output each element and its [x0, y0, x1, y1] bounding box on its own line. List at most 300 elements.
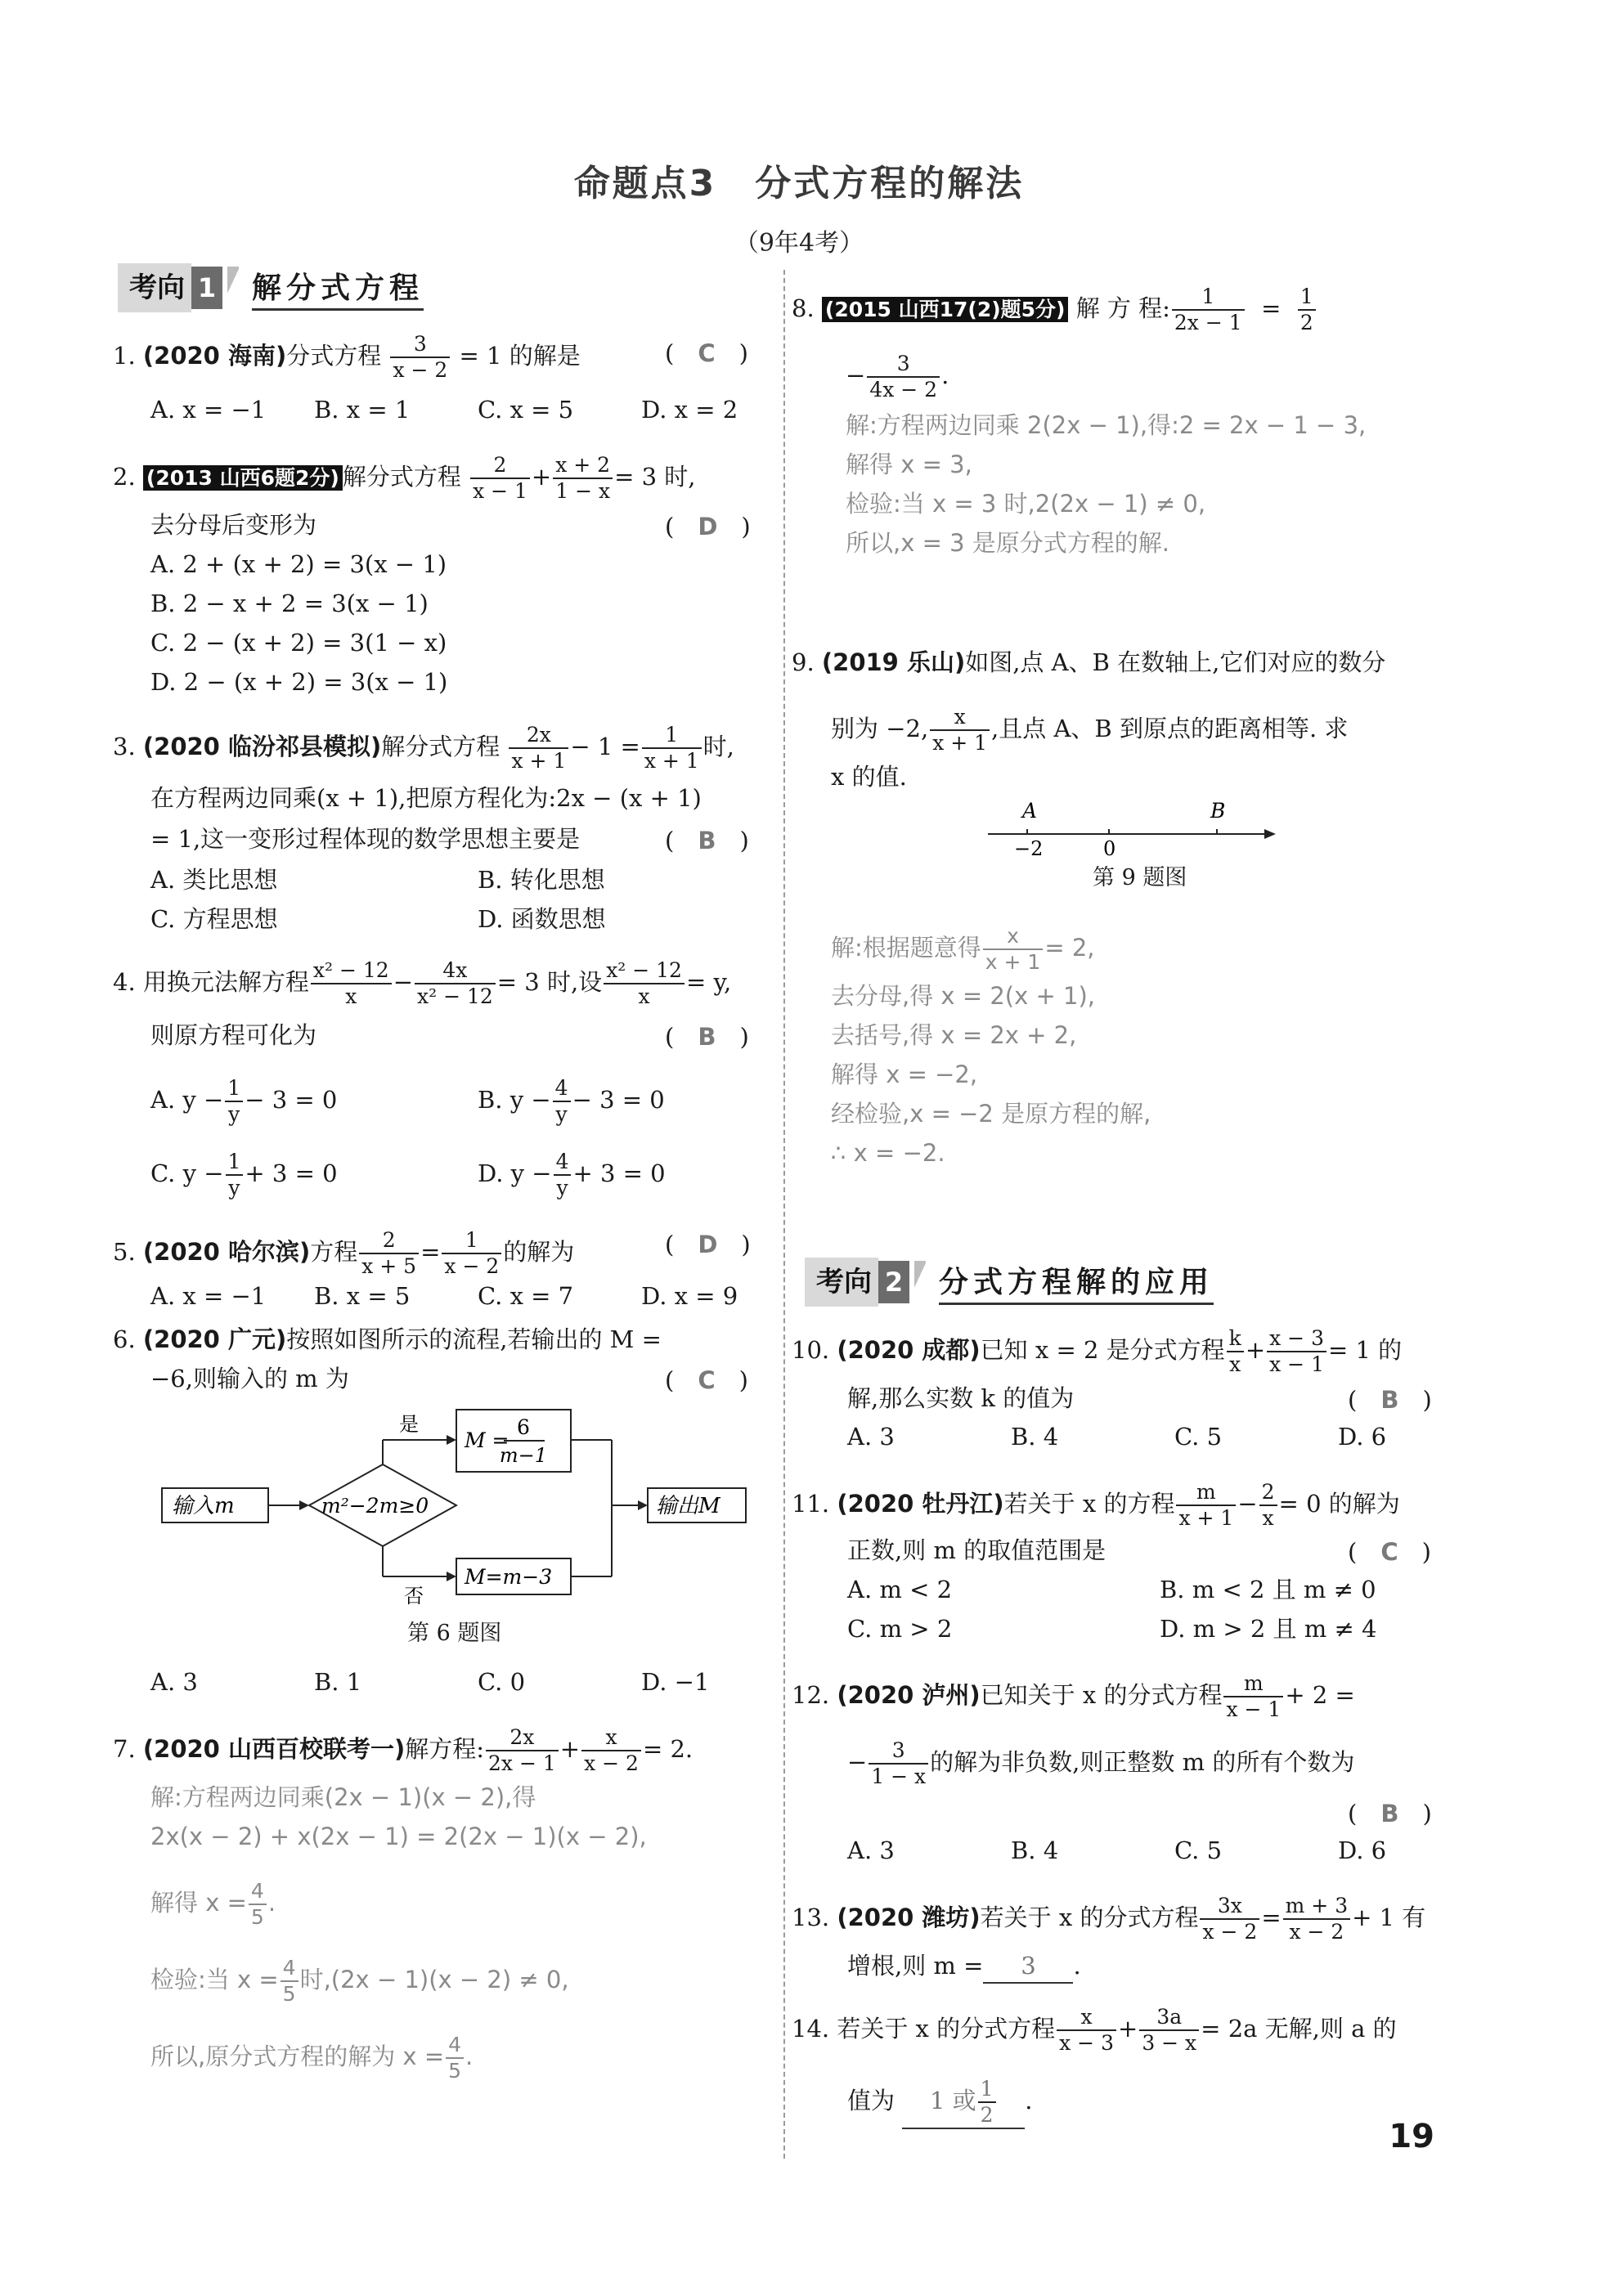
q2-text-post: = 3 时, [614, 463, 696, 491]
denominator: x − 2 [1289, 1920, 1344, 1944]
fraction [869, 1738, 928, 1789]
solution-line: 解:方程两边同乘 2(2x − 1),得:2 = 2x − 1 − 3, [846, 411, 1367, 439]
question-number: 5. [113, 1238, 136, 1266]
q5-text: 方程 [310, 1238, 358, 1266]
numerator: x² − 12 [604, 958, 685, 984]
flow-top-denominator: m−1 [499, 1444, 548, 1467]
denominator: x [1262, 1506, 1274, 1530]
fraction [446, 2033, 464, 2083]
q5-text-post: 的解为 [503, 1238, 575, 1266]
number-line [988, 793, 1282, 859]
answer-letter: D [698, 1231, 718, 1258]
answer-5: ( D ) [665, 1231, 751, 1258]
option-text: + 3 = 0 [572, 1159, 666, 1187]
numerator: 2 [470, 453, 530, 479]
q13-text-mid: = [1261, 1904, 1282, 1931]
question-6 [113, 1323, 662, 1356]
q14-text-mid: + [1118, 2015, 1138, 2043]
fraction [867, 352, 940, 402]
fraction [553, 1076, 571, 1127]
fraction [1139, 2005, 1199, 2056]
fraction [1176, 1480, 1236, 1531]
q13-text: 若关于 x 的分式方程 [980, 1904, 1199, 1931]
page-title: 命题点3 分式方程的解法 [573, 163, 1025, 204]
denominator: x [345, 984, 357, 1008]
denominator: x + 1 [644, 749, 699, 773]
question-number: 4. [113, 968, 136, 996]
option-b: B. 转化思想 [478, 866, 605, 894]
fraction [604, 958, 685, 1009]
q3-text: 解分式方程 [381, 733, 500, 760]
figure-caption: 第 9 题图 [1093, 865, 1187, 890]
option-text: + 3 = 0 [245, 1159, 338, 1187]
option-a: A. x = −1 [150, 396, 267, 424]
fraction [442, 1228, 501, 1279]
denominator: 1 − x [555, 479, 611, 503]
numerator: x [1057, 2005, 1116, 2031]
question-source: (2020 成都) [837, 1336, 981, 1364]
answer-letter: B [1380, 1386, 1399, 1414]
q8-text-mid: = [1261, 294, 1282, 322]
fraction [225, 1076, 243, 1127]
numerator: 3 [867, 352, 940, 378]
question-number: 14. [792, 2015, 830, 2043]
solution-line: 解得 x = 3, [846, 451, 972, 478]
fraction [359, 1228, 419, 1279]
denominator: x + 1 [932, 731, 988, 755]
option-c: C. 5 [1174, 1836, 1223, 1864]
section-slash [914, 1261, 926, 1303]
q9-line2 [831, 705, 1348, 756]
fraction [978, 2077, 996, 2128]
q7-text-mid: + [559, 1735, 581, 1763]
flow-yes-label: 是 [399, 1413, 419, 1436]
fraction [930, 705, 990, 756]
q3-line3: = 1,这一变形过程体现的数学思想主要是 [150, 825, 581, 853]
options-12 [847, 1836, 1386, 1864]
q2-text: 解分式方程 [342, 463, 461, 491]
q9-line3: x 的值. [831, 763, 907, 791]
fill-blank-answer [902, 2077, 1025, 2129]
question-number: 12. [792, 1681, 830, 1709]
option-text: − 3 = 0 [572, 1086, 665, 1114]
option-b: B. x = 5 [314, 1282, 411, 1310]
option-b: B. x = 1 [314, 396, 411, 424]
denominator: x [1229, 1352, 1241, 1376]
answer-2: ( D ) [665, 513, 751, 540]
question-source: (2019 乐山) [821, 648, 966, 676]
q8-text: − [846, 361, 866, 389]
denominator: 2 [1299, 311, 1313, 334]
fraction [1259, 1480, 1277, 1531]
fraction [311, 958, 392, 1009]
solution-line: 去分母,得 x = 2(x + 1), [831, 982, 1095, 1010]
q4-text-mid2: = 3 时,设 [496, 968, 603, 996]
q11-text-mid: − [1237, 1490, 1258, 1518]
flow-top-lhs: M = [465, 1428, 509, 1452]
fraction [509, 723, 568, 774]
q13-text: 增根,则 m = [847, 1952, 984, 1980]
numerator: 1 [1298, 285, 1316, 311]
numerator: 2x [509, 723, 568, 749]
flow-top-numerator: 6 [517, 1415, 530, 1439]
denominator: y [228, 1102, 240, 1126]
fraction [486, 1725, 559, 1776]
flow-condition: m²−2m≥0 [321, 1494, 429, 1518]
option-c: C. 方程思想 [150, 905, 278, 933]
option-d: D. 2 − (x + 2) = 3(x − 1) [150, 668, 448, 696]
q10-text-post: = 1 的 [1327, 1336, 1403, 1364]
fraction [249, 1879, 267, 1930]
denominator: 4x − 2 [869, 378, 938, 401]
option-b: B. 2 − x + 2 = 3(x − 1) [150, 590, 429, 617]
numerator: x [983, 924, 1044, 950]
numerator: 2 [359, 1228, 419, 1254]
question-source: (2020 潍坊) [837, 1904, 981, 1931]
option-a: A. 3 [847, 1423, 895, 1451]
option-d: D. m > 2 且 m ≠ 4 [1160, 1615, 1377, 1643]
fraction [642, 723, 702, 774]
option-d: D. 函数思想 [478, 905, 606, 933]
denominator: 3 − x [1142, 2031, 1197, 2055]
q9-text: 别为 −2, [831, 715, 929, 742]
q14-line2: 值为 1 或 $\frac{1}{2}$ . [847, 2077, 1032, 2129]
solution-line: ∴ x = −2. [831, 1139, 945, 1167]
question-8 [792, 285, 1317, 335]
fraction [281, 1956, 299, 2007]
question-source: (2020 山西百校联考一) [142, 1735, 406, 1763]
answer-6: ( C ) [665, 1366, 748, 1394]
q4-text-post: = y, [685, 968, 732, 996]
numerator: 1 [642, 723, 702, 749]
q7-text-post: = 2. [642, 1735, 694, 1763]
option-d: D. x = 9 [641, 1282, 738, 1310]
option-text: − 3 = 0 [245, 1086, 338, 1114]
exam-badge: (2015 山西17(2)题5分) [822, 297, 1069, 322]
answer-1: ( C ) [665, 339, 748, 367]
flow-no-label: 否 [404, 1585, 424, 1608]
denominator: x − 2 [1202, 1920, 1258, 1944]
section-slash [227, 267, 239, 309]
answer-12: ( B ) [1348, 1800, 1432, 1827]
question-4 [113, 958, 731, 1009]
q10-line2: 解,那么实数 k 的值为 [847, 1384, 1075, 1412]
q3-text-post: 时, [702, 733, 734, 760]
option-a: A. 3 [150, 1668, 198, 1696]
numerator: x [930, 705, 990, 731]
q1-text: 分式方程 [286, 342, 382, 370]
solution-line: 2x(x − 2) + x(2x − 1) = 2(2x − 1)(x − 2), [150, 1823, 647, 1850]
denominator: x + 5 [361, 1254, 417, 1278]
flowchart [154, 1403, 775, 1608]
q11-line2: 正数,则 m 的取值范围是 [847, 1536, 1106, 1564]
options-5 [150, 1282, 738, 1310]
option-b: B. m < 2 且 m ≠ 0 [1160, 1576, 1376, 1603]
option-b [478, 1076, 665, 1127]
flow-input-label: 输入m [172, 1494, 235, 1518]
section-number: 1 [191, 267, 222, 309]
solution-line [150, 1956, 569, 2007]
tick-label-neg2: −2 [1014, 837, 1044, 859]
numerator: 1 [225, 1076, 243, 1102]
answer-letter: B [1380, 1800, 1399, 1827]
section-tag: 考向 [805, 1258, 878, 1307]
denominator: x − 2 [584, 1751, 639, 1775]
answer-letter: C [698, 339, 716, 367]
q11-text-post: = 0 的解为 [1278, 1490, 1400, 1518]
numerator: 3x [1200, 1894, 1259, 1920]
option-c [150, 1150, 338, 1200]
numerator: m [1176, 1480, 1236, 1506]
question-number: 7. [113, 1735, 136, 1763]
question-number: 3. [113, 733, 136, 760]
section-name: 解分式方程 [252, 265, 424, 311]
denominator: 5 [250, 1905, 264, 1929]
fill-blank-answer: 3 [983, 1949, 1073, 1984]
question-9 [792, 646, 1385, 679]
numerator: m + 3 [1283, 1894, 1350, 1920]
fraction [581, 1725, 641, 1776]
denominator: x [638, 984, 650, 1008]
question-source: (2020 临汾祁县模拟) [142, 733, 382, 760]
numerator: 4 [446, 2033, 464, 2059]
question-source: (2020 海南) [142, 342, 287, 370]
denominator: 5 [448, 2059, 462, 2083]
option-text: D. y − [478, 1159, 552, 1187]
solution-line: 经检验,x = −2 是原方程的解, [831, 1100, 1151, 1128]
fraction [415, 958, 496, 1009]
denominator: x + 1 [511, 749, 567, 773]
numerator: 1 [1172, 285, 1245, 311]
denominator: x − 1 [1269, 1352, 1324, 1376]
q6-text: 按照如图所示的流程,若输出的 M = [286, 1325, 662, 1353]
q1-text-post: = 1 的解是 [459, 342, 581, 370]
section-header-1 [118, 263, 424, 312]
numerator: 4 [553, 1076, 571, 1102]
q4-line2: 则原方程可化为 [150, 1021, 317, 1049]
question-number: 2. [113, 463, 136, 491]
q7-text: 解方程: [405, 1735, 484, 1763]
numerator: 3 [390, 332, 450, 358]
solution-line: 解得 x = $\frac{4}{5}$ . [150, 1879, 276, 1929]
option-c: C. 0 [478, 1668, 526, 1696]
q10-text: 已知 x = 2 是分式方程 [980, 1336, 1225, 1364]
numerator: 1 [226, 1150, 244, 1176]
options-6 [150, 1668, 709, 1696]
solution-line: 检验:当 x = 3 时,2(2x − 1) ≠ 0, [846, 490, 1206, 518]
q4-text: 用换元法解方程 [142, 968, 309, 996]
denominator: y [555, 1102, 568, 1126]
answer-letter: C [1380, 1538, 1398, 1566]
numerator: k [1227, 1326, 1244, 1352]
numerator: 3 [869, 1738, 928, 1765]
question-5 [113, 1228, 574, 1279]
solution-text: 时,(2x − 1)(x − 2) ≠ 0, [299, 1966, 569, 1993]
numerator: x + 2 [553, 453, 613, 479]
q12-text: − [847, 1748, 868, 1776]
question-12 [792, 1671, 1355, 1722]
question-number: 9. [792, 648, 815, 676]
options-10 [847, 1423, 1386, 1451]
answer-11: ( C ) [1348, 1538, 1431, 1566]
numerator: 4 [281, 1956, 299, 1982]
solution-line [831, 924, 1095, 975]
figure-caption: 第 6 题图 [407, 1621, 502, 1646]
denominator: x − 3 [1059, 2031, 1114, 2055]
flow-output-label: 输出M [656, 1494, 720, 1518]
q11-text: 若关于 x 的方程 [1003, 1490, 1175, 1518]
answer-text: 1 或 [929, 2087, 976, 2114]
solution-line: 所以,x = 3 是原分式方程的解. [846, 529, 1170, 557]
question-11 [792, 1480, 1400, 1531]
question-source: (2020 泸州) [837, 1681, 981, 1709]
solution-text: 检验:当 x = [150, 1966, 279, 1993]
q2-line2: 去分母后变形为 [150, 511, 317, 539]
option-a: A. m < 2 [847, 1576, 953, 1603]
q12-text-post: + 2 = [1285, 1681, 1355, 1709]
q12-text: 的解为非负数,则正整数 m 的所有个数为 [930, 1748, 1355, 1776]
solution-text: 解得 x = [150, 1889, 247, 1917]
numerator: m [1223, 1671, 1283, 1697]
option-text: B. y − [478, 1086, 551, 1114]
q8-text: 解 方 程: [1075, 294, 1170, 322]
option-a: A. x = −1 [150, 1282, 267, 1310]
fraction [1223, 1671, 1283, 1722]
question-13 [792, 1894, 1425, 1944]
section-header-2 [805, 1258, 1214, 1307]
q8-line2 [846, 352, 949, 402]
fraction [553, 453, 613, 504]
numerator: 1 [978, 2077, 996, 2103]
fraction [1227, 1326, 1244, 1377]
denominator: 2x − 1 [488, 1751, 556, 1775]
answer-letter: B [698, 1023, 716, 1051]
question-number: 11. [792, 1490, 830, 1518]
fraction [1172, 285, 1245, 335]
option-b: B. 4 [1011, 1836, 1059, 1864]
option-c: C. x = 7 [478, 1282, 574, 1310]
answer-letter: B [698, 827, 716, 854]
axis-arrowhead [1264, 829, 1276, 839]
option-c: C. 2 − (x + 2) = 3(1 − x) [150, 629, 447, 657]
denominator: 2x − 1 [1174, 311, 1242, 334]
question-2: 2. (2013 山西6题2分) 解分式方程 $\frac{2}{x - 1}$ + $\frac{x + 2}{1 - x}$ = 3 时, [113, 453, 696, 503]
denominator: y [228, 1176, 240, 1200]
numerator: 4 [249, 1879, 267, 1905]
fraction [983, 924, 1044, 975]
q4-text-mid: − [393, 968, 413, 996]
question-number: 10. [792, 1336, 830, 1364]
answer-letter: C [698, 1366, 716, 1394]
question-3 [113, 723, 734, 774]
point-b-label: B [1210, 799, 1226, 823]
denominator: x + 1 [985, 950, 1041, 974]
q3-text-mid: − 1 = [570, 733, 640, 760]
fraction [1298, 285, 1316, 335]
numerator: x − 3 [1267, 1326, 1326, 1352]
denominator: y [556, 1176, 568, 1200]
denominator: x² − 12 [417, 984, 493, 1008]
q5-text-mid: = [420, 1238, 441, 1266]
numerator: 1 [442, 1228, 501, 1254]
point-a-label: A [1022, 799, 1038, 823]
q14-text-post: = 2a 无解,则 a 的 [1201, 2015, 1397, 2043]
q12-line2 [847, 1738, 1354, 1789]
solution-text: = 2, [1044, 934, 1095, 962]
option-c: C. x = 5 [478, 396, 574, 424]
option-a: A. 类比思想 [150, 866, 278, 894]
exam-badge: (2013 山西6题2分) [143, 465, 343, 491]
option-text: A. y − [150, 1086, 224, 1114]
fraction [1200, 1894, 1259, 1944]
option-b: B. 1 [314, 1668, 362, 1696]
option-d: D. 6 [1338, 1423, 1387, 1451]
option-b: B. 4 [1011, 1423, 1059, 1451]
solution-line: 解:方程两边同乘(2x − 1)(x − 2),得 [150, 1783, 536, 1811]
denominator: 1 − x [871, 1765, 927, 1788]
answer-letter: D [698, 513, 718, 540]
numerator: 3a [1139, 2005, 1199, 2031]
q12-text: 已知关于 x 的分式方程 [980, 1681, 1223, 1709]
denominator: x − 1 [1226, 1697, 1282, 1721]
q13-line2: 增根,则 m = 3 . [847, 1949, 1081, 1984]
fraction [1057, 2005, 1116, 2056]
section-name: 分式方程解的应用 [939, 1259, 1214, 1305]
numerator: 4 [554, 1150, 572, 1176]
solution-line: 所以,原分式方程的解为 x = $\frac{4}{5}$ . [150, 2033, 474, 2083]
option-a: A. 2 + (x + 2) = 3(x − 1) [150, 550, 447, 578]
question-number: 8. [792, 294, 815, 322]
q9-text: ,且点 A、B 到原点的距离相等. 求 [991, 715, 1349, 742]
option-c: C. 5 [1174, 1423, 1223, 1451]
fraction [390, 332, 450, 383]
question-source: (2020 哈尔滨) [142, 1238, 311, 1266]
flow-bottom-text: M=m−3 [465, 1565, 553, 1589]
denominator: 2 [980, 2103, 994, 2127]
question-source: (2020 广元) [142, 1325, 287, 1353]
fraction [1283, 1894, 1350, 1944]
question-10 [792, 1326, 1402, 1377]
flow-arrowhead [447, 1435, 456, 1445]
fraction [554, 1150, 572, 1200]
denominator: x − 2 [393, 358, 448, 382]
fraction [226, 1150, 244, 1200]
q14-text: 值为 [847, 2087, 896, 2114]
option-c: C. m > 2 [847, 1615, 953, 1643]
denominator: 5 [282, 1982, 296, 2006]
q14-text: 若关于 x 的分式方程 [837, 2015, 1056, 2043]
denominator: x + 1 [1178, 1506, 1234, 1530]
section-number: 2 [878, 1261, 909, 1303]
denominator: x − 1 [473, 479, 527, 503]
question-source: (2020 牡丹江) [837, 1490, 1004, 1518]
solution-line: 解得 x = −2, [831, 1061, 978, 1088]
option-a: A. 3 [847, 1836, 895, 1864]
question-number: 13. [792, 1904, 830, 1931]
column-divider [783, 270, 785, 2159]
numerator: 2 [1259, 1480, 1277, 1506]
solution-text: 解:根据题意得 [831, 934, 981, 962]
q6-line2: −6,则输入的 m 为 [150, 1365, 349, 1392]
q10-text-mid: + [1245, 1336, 1266, 1364]
answer-4: ( B ) [665, 1023, 749, 1051]
fraction [1267, 1326, 1326, 1377]
question-number: 1. [113, 342, 136, 370]
solution-text: 所以,原分式方程的解为 x = [150, 2043, 445, 2070]
question-number: 6. [113, 1325, 136, 1353]
question-1 [113, 332, 581, 383]
answer-3: ( B ) [665, 827, 749, 854]
